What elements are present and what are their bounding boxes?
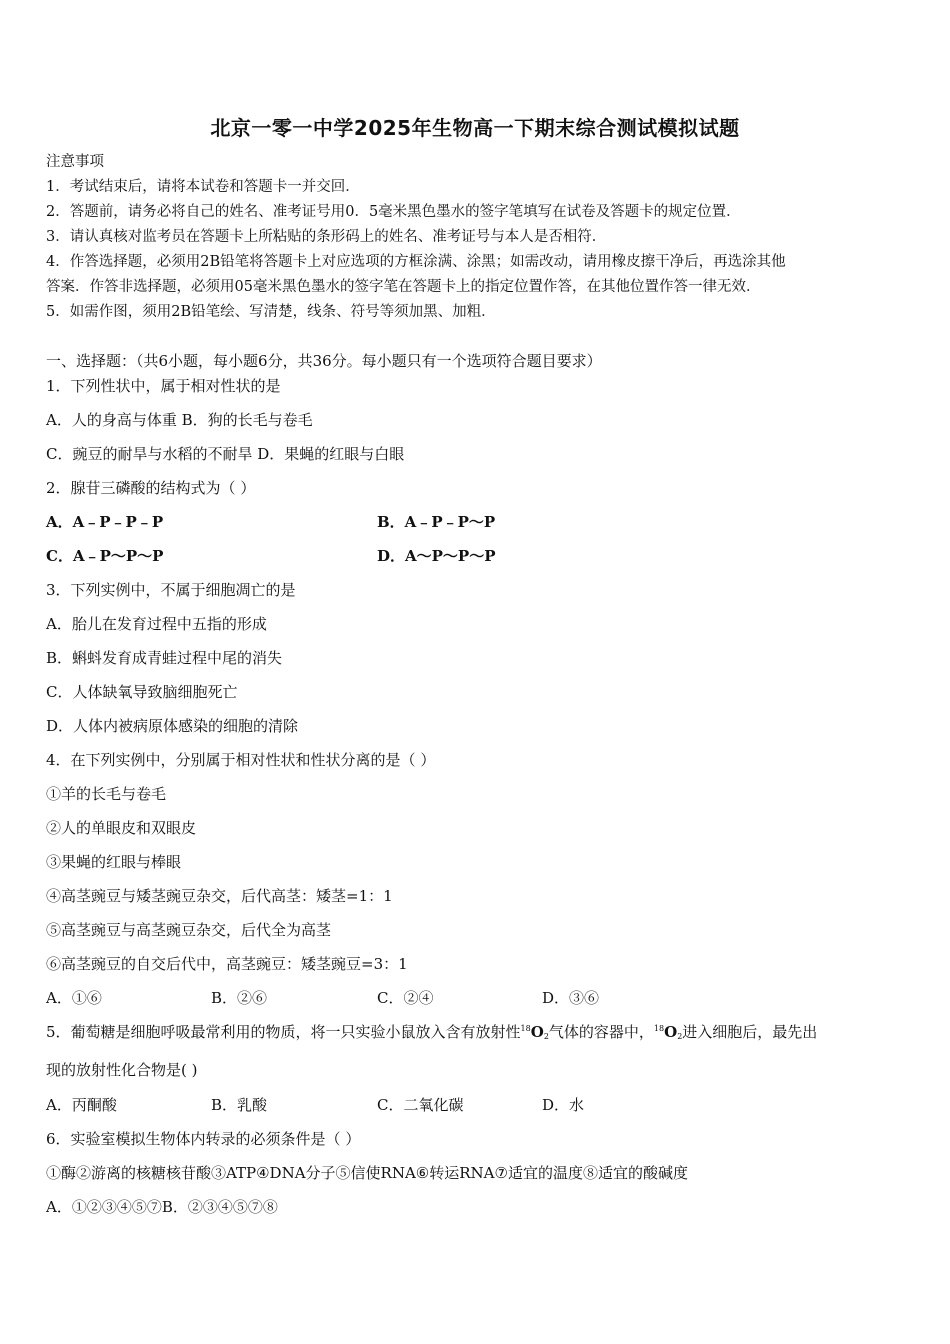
- section-heading: 一、选择题：（共6小题，每小题6分，共36分。每小题只有一个选项符合题目要求）: [46, 352, 602, 370]
- q4-item-1: ①羊的长毛与卷毛: [46, 785, 167, 803]
- q5-isotope-mass-1: 18: [520, 1024, 531, 1033]
- notice-item-2: 2．答题前，请务必将自己的姓名、准考证号用0．5毫米黑色墨水的签字笔填写在试卷及答题卡的规定位置．: [46, 204, 741, 220]
- notice-item-4: 4．作答选择题，必须用2B铅笔将答题卡上对应选项的方框涂满、涂黑；如需改动，请用橡皮擦干净后，再选涂其他: [46, 254, 786, 270]
- q5-option-b: B．乳酸: [211, 1096, 268, 1114]
- q5-option-d: D．水: [542, 1096, 585, 1114]
- q3-option-b: B．蝌蚪发育成青蛙过程中尾的消失: [46, 649, 283, 667]
- q4-option-a: A．①⑥: [46, 989, 102, 1007]
- q4-item-4: ④高茎豌豆与矮茎豌豆杂交，后代高茎：矮茎=1：1: [46, 887, 393, 905]
- notice-heading: 注意事项: [46, 154, 104, 170]
- q2-stem: 2．腺苷三磷酸的结构式为（ ）: [46, 479, 256, 497]
- q2-option-b: B．A﹣P﹣P～P: [377, 513, 496, 531]
- q4-item-3: ③果蝇的红眼与棒眼: [46, 853, 182, 871]
- q1-stem: 1．下列性状中，属于相对性状的是: [46, 377, 281, 395]
- q4-option-b: B．②⑥: [211, 989, 268, 1007]
- q5-oxygen-symbol-1: O: [530, 1023, 544, 1041]
- q2-option-d: D．A～P～P～P: [377, 547, 496, 565]
- page-title: 北京一零一中学2025年生物高一下期末综合测试模拟试题: [210, 116, 740, 140]
- q3-option-c: C．人体缺氧导致脑细胞死亡: [46, 683, 238, 701]
- notice-item-4-cont: 答案．作答非选择题，必须用05毫米黑色墨水的签字笔在答题卡上的指定位置作答，在其他位置作答一律无效．: [46, 279, 761, 295]
- q5-oxygen-subscript-2: 2: [677, 1032, 683, 1041]
- q6-options-ab: A．①②③④⑤⑦B．②③④⑤⑦⑧: [46, 1198, 278, 1216]
- notice-item-5: 5．如需作图，须用2B铅笔绘、写清楚，线条、符号等须加黑、加粗．: [46, 304, 496, 320]
- q1-options-cd: C．豌豆的耐旱与水稻的不耐旱 D．果蝇的红眼与白眼: [46, 445, 405, 463]
- q2-option-c: C．A﹣P～P～P: [46, 547, 164, 565]
- q5-oxygen-subscript-1: 2: [543, 1032, 549, 1041]
- q5-stem-part1: 5．葡萄糖是细胞呼吸最常利用的物质，将一只实验小鼠放入含有放射性: [46, 1023, 521, 1041]
- notice-item-3: 3．请认真核对监考员在答题卡上所粘贴的条形码上的姓名、准考证号与本人是否相符．: [46, 229, 607, 245]
- q3-option-d: D．人体内被病原体感染的细胞的清除: [46, 717, 299, 735]
- q5-stem-part3: 进入细胞后，最先出: [682, 1023, 818, 1041]
- q5-oxygen-symbol-2: O: [664, 1023, 678, 1041]
- q6-stem: 6．实验室模拟生物体内转录的必须条件是（ ）: [46, 1130, 361, 1148]
- q5-isotope-mass-2: 18: [653, 1024, 665, 1033]
- q4-option-c: C．②④: [377, 989, 434, 1007]
- q5-option-c: C．二氧化碳: [377, 1096, 464, 1114]
- q1-options-ab: A．人的身高与体重 B．狗的长毛与卷毛: [46, 411, 313, 429]
- q5-stem-line2: 现的放射性化合物是( ): [46, 1061, 198, 1079]
- notice-item-1: 1．考试结束后，请将本试卷和答题卡一并交回．: [46, 179, 360, 195]
- q6-conditions: ①酶②游离的核糖核苷酸③ATP④DNA分子⑤信使RNA⑥转运RNA⑦适宜的温度⑧适宜的酸碱度: [46, 1164, 688, 1182]
- q4-option-d: D．③⑥: [542, 989, 600, 1007]
- q4-item-5: ⑤高茎豌豆与高茎豌豆杂交，后代全为高茎: [46, 921, 332, 939]
- q5-stem-part2: 气体的容器中，: [548, 1023, 654, 1041]
- q4-item-6: ⑥高茎豌豆的自交后代中，高茎豌豆：矮茎豌豆=3：1: [46, 955, 408, 973]
- q2-option-a: A．A﹣P﹣P﹣P: [46, 513, 164, 531]
- q5-stem: [46, 1022, 817, 1042]
- q3-stem: 3．下列实例中，不属于细胞凋亡的是: [46, 581, 296, 599]
- q4-stem: 4．在下列实例中，分别属于相对性状和性状分离的是（ ）: [46, 751, 436, 769]
- q4-item-2: ②人的单眼皮和双眼皮: [46, 819, 197, 837]
- q3-option-a: A．胎儿在发育过程中五指的形成: [46, 615, 267, 633]
- q5-option-a: A．丙酮酸: [46, 1096, 117, 1114]
